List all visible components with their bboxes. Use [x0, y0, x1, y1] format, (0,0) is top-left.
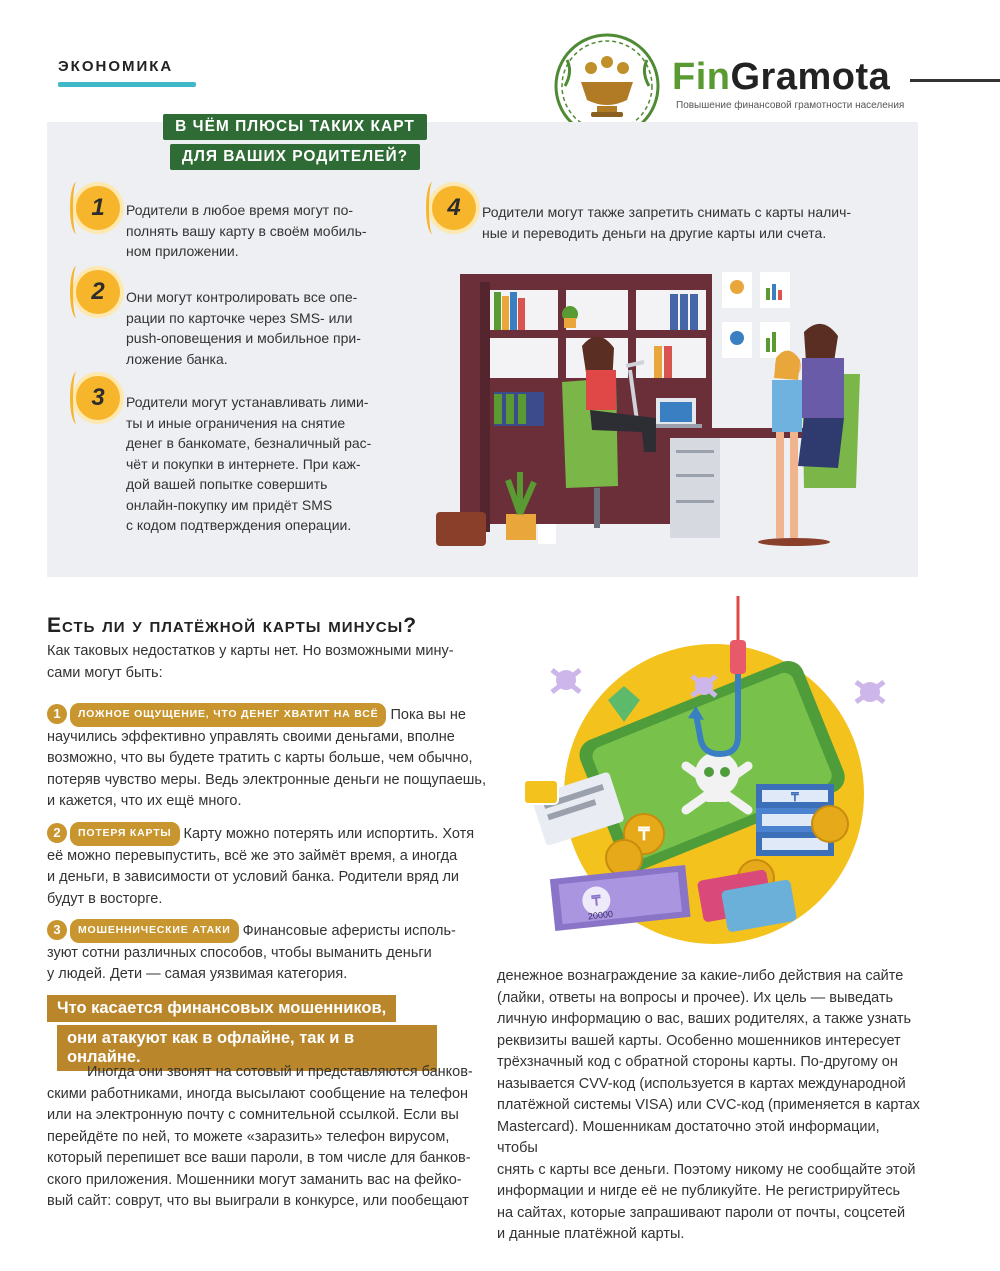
banknote-tenge-symbol: ₸ [591, 892, 602, 909]
minus-tag-2: ПОТЕРЯ КАРТЫ [70, 822, 180, 846]
minus-item-3: 3 МОШЕННИЧЕСКИЕ АТАКИ Финансовые аферисты исполь- зуют сотни различных способов, чтобы выманить деньги у людей. Дети — самая уязвимая категория. [47, 919, 456, 986]
brand-tagline: Повышение финансовой грамотности населения [676, 100, 905, 111]
point-text-1: Родители в любое время могут по- полнять вашу карту в своём мобиль- ном приложении. [126, 202, 367, 259]
brand-gramota: Gramota [730, 56, 891, 98]
section-underline [58, 82, 196, 87]
article-right-column: денежное вознаграждение за какие-либо действия на сайте (лайки, ответы на вопросы и прочее). Их цель — выведать личную информацию о вас, ваших родителях, а также узнать реквизиты вашей карты. Особенно мошенников интересует трёхзначный код с обратной стороны карты. По-другому он называется CVV-код (используется в картах международной платёжной системы VISA) или CVC-код (применяется в картах Mastercard). Мошенникам достаточно этой информации, чтобы снять с карты все деньги. Поэтому никому не сообщайте этой информации и нигде её не публикуйте. Не регистрируйтесь на сайтах, которые запрашивают пароли от почты, соцсетей и данные платёжной карты. [497, 968, 920, 1242]
minuses-intro: Как таковых недостатков у карты нет. Но возможными мину- сами могут быть: [47, 643, 454, 681]
callout-line1: Что касается финансовых мошенников, [47, 995, 396, 1022]
point-badge-1: 1 [76, 186, 120, 230]
phishing-illustration [500, 596, 920, 958]
minus-num-1: 1 [47, 704, 67, 724]
family-office-illustration [420, 262, 890, 554]
point-text-3: Родители могут устанавливать лими- ты и иные ограничения на снятие денег в банкомате, безналичный рас- чёт и покупки в интернете. При каж- дой вашей попытке совершить онлайн-покупку им придёт SMS с кодом подтверждения операции. [126, 394, 372, 533]
minus-item-1: 1 ЛОЖНОЕ ОЩУЩЕНИЕ, ЧТО ДЕНЕГ ХВАТИТ НА ВСЁ Пока вы не научились эффективно управлять своими деньгами, вполне возможно, что вы будете тратить с карты больше, чем обычно, потеряв чувство меры. Ведь электронные деньги не пощупаешь, и кажется, что их ещё много. [47, 703, 486, 813]
header-rule [910, 79, 1000, 82]
banknote-value: 20000 [587, 908, 614, 922]
point-text-2: Они могут контролировать все опе- рации по карточке через SMS- или push-оповещения и мобильное при- ложение банка. [126, 289, 361, 367]
minus-tag-1: ЛОЖНОЕ ОЩУЩЕНИЕ, ЧТО ДЕНЕГ ХВАТИТ НА ВСЁ [70, 703, 386, 727]
minus-item-2: 2 ПОТЕРЯ КАРТЫ Карту можно потерять или испортить. Хотя её можно перевыпустить, всё же это займёт время, а иногда и деньги, в зависимости от условий банка. Родители вряд ли будут в восторге. [47, 822, 474, 910]
point-badge-3: 3 [76, 376, 120, 420]
callout-line2: они атакуют как в офлайне, так и в онлайне. [57, 1025, 437, 1071]
stack-tenge-symbol: ₸ [791, 790, 799, 804]
panel-title [150, 112, 440, 172]
section-label: ЭКОНОМИКА [58, 58, 174, 75]
brand-name [672, 56, 890, 99]
minus-tag-3: МОШЕННИЧЕСКИЕ АТАКИ [70, 919, 239, 943]
panel-title-line1: В ЧЁМ ПЛЮСЫ ТАКИХ КАРТ [163, 114, 427, 140]
point-badge-4: 4 [432, 186, 476, 230]
brand-fin: Fin [672, 56, 731, 98]
point-badge-2: 2 [76, 270, 120, 314]
coin-tenge-symbol: ₸ [638, 824, 650, 844]
minus-num-2: 2 [47, 823, 67, 843]
article-left-column: Иногда они звонят на сотовый и представляются банков- скими работниками, иногда высылают сообщение на телефон или на электронную почту с сомнительной ссылкой. Если вы перейдёте по ней, то можете «заразить» телефон вирусом, который перепишет все ваши пароли, в том числе для банков- ского приложения. Мошенники могут заманить вас на фейко- вый сайт: соврут, что вы выиграли в конкурсе, или пообещают [47, 1064, 473, 1209]
minuses-heading: Есть ли у платёжной карты минусы? [47, 614, 418, 637]
panel-title-line2: ДЛЯ ВАШИХ РОДИТЕЛЕЙ? [170, 144, 420, 170]
point-text-4: Родители могут также запретить снимать с карты налич- ные и переводить деньги на другие карты или счета. [482, 204, 852, 241]
minus-num-3: 3 [47, 920, 67, 940]
